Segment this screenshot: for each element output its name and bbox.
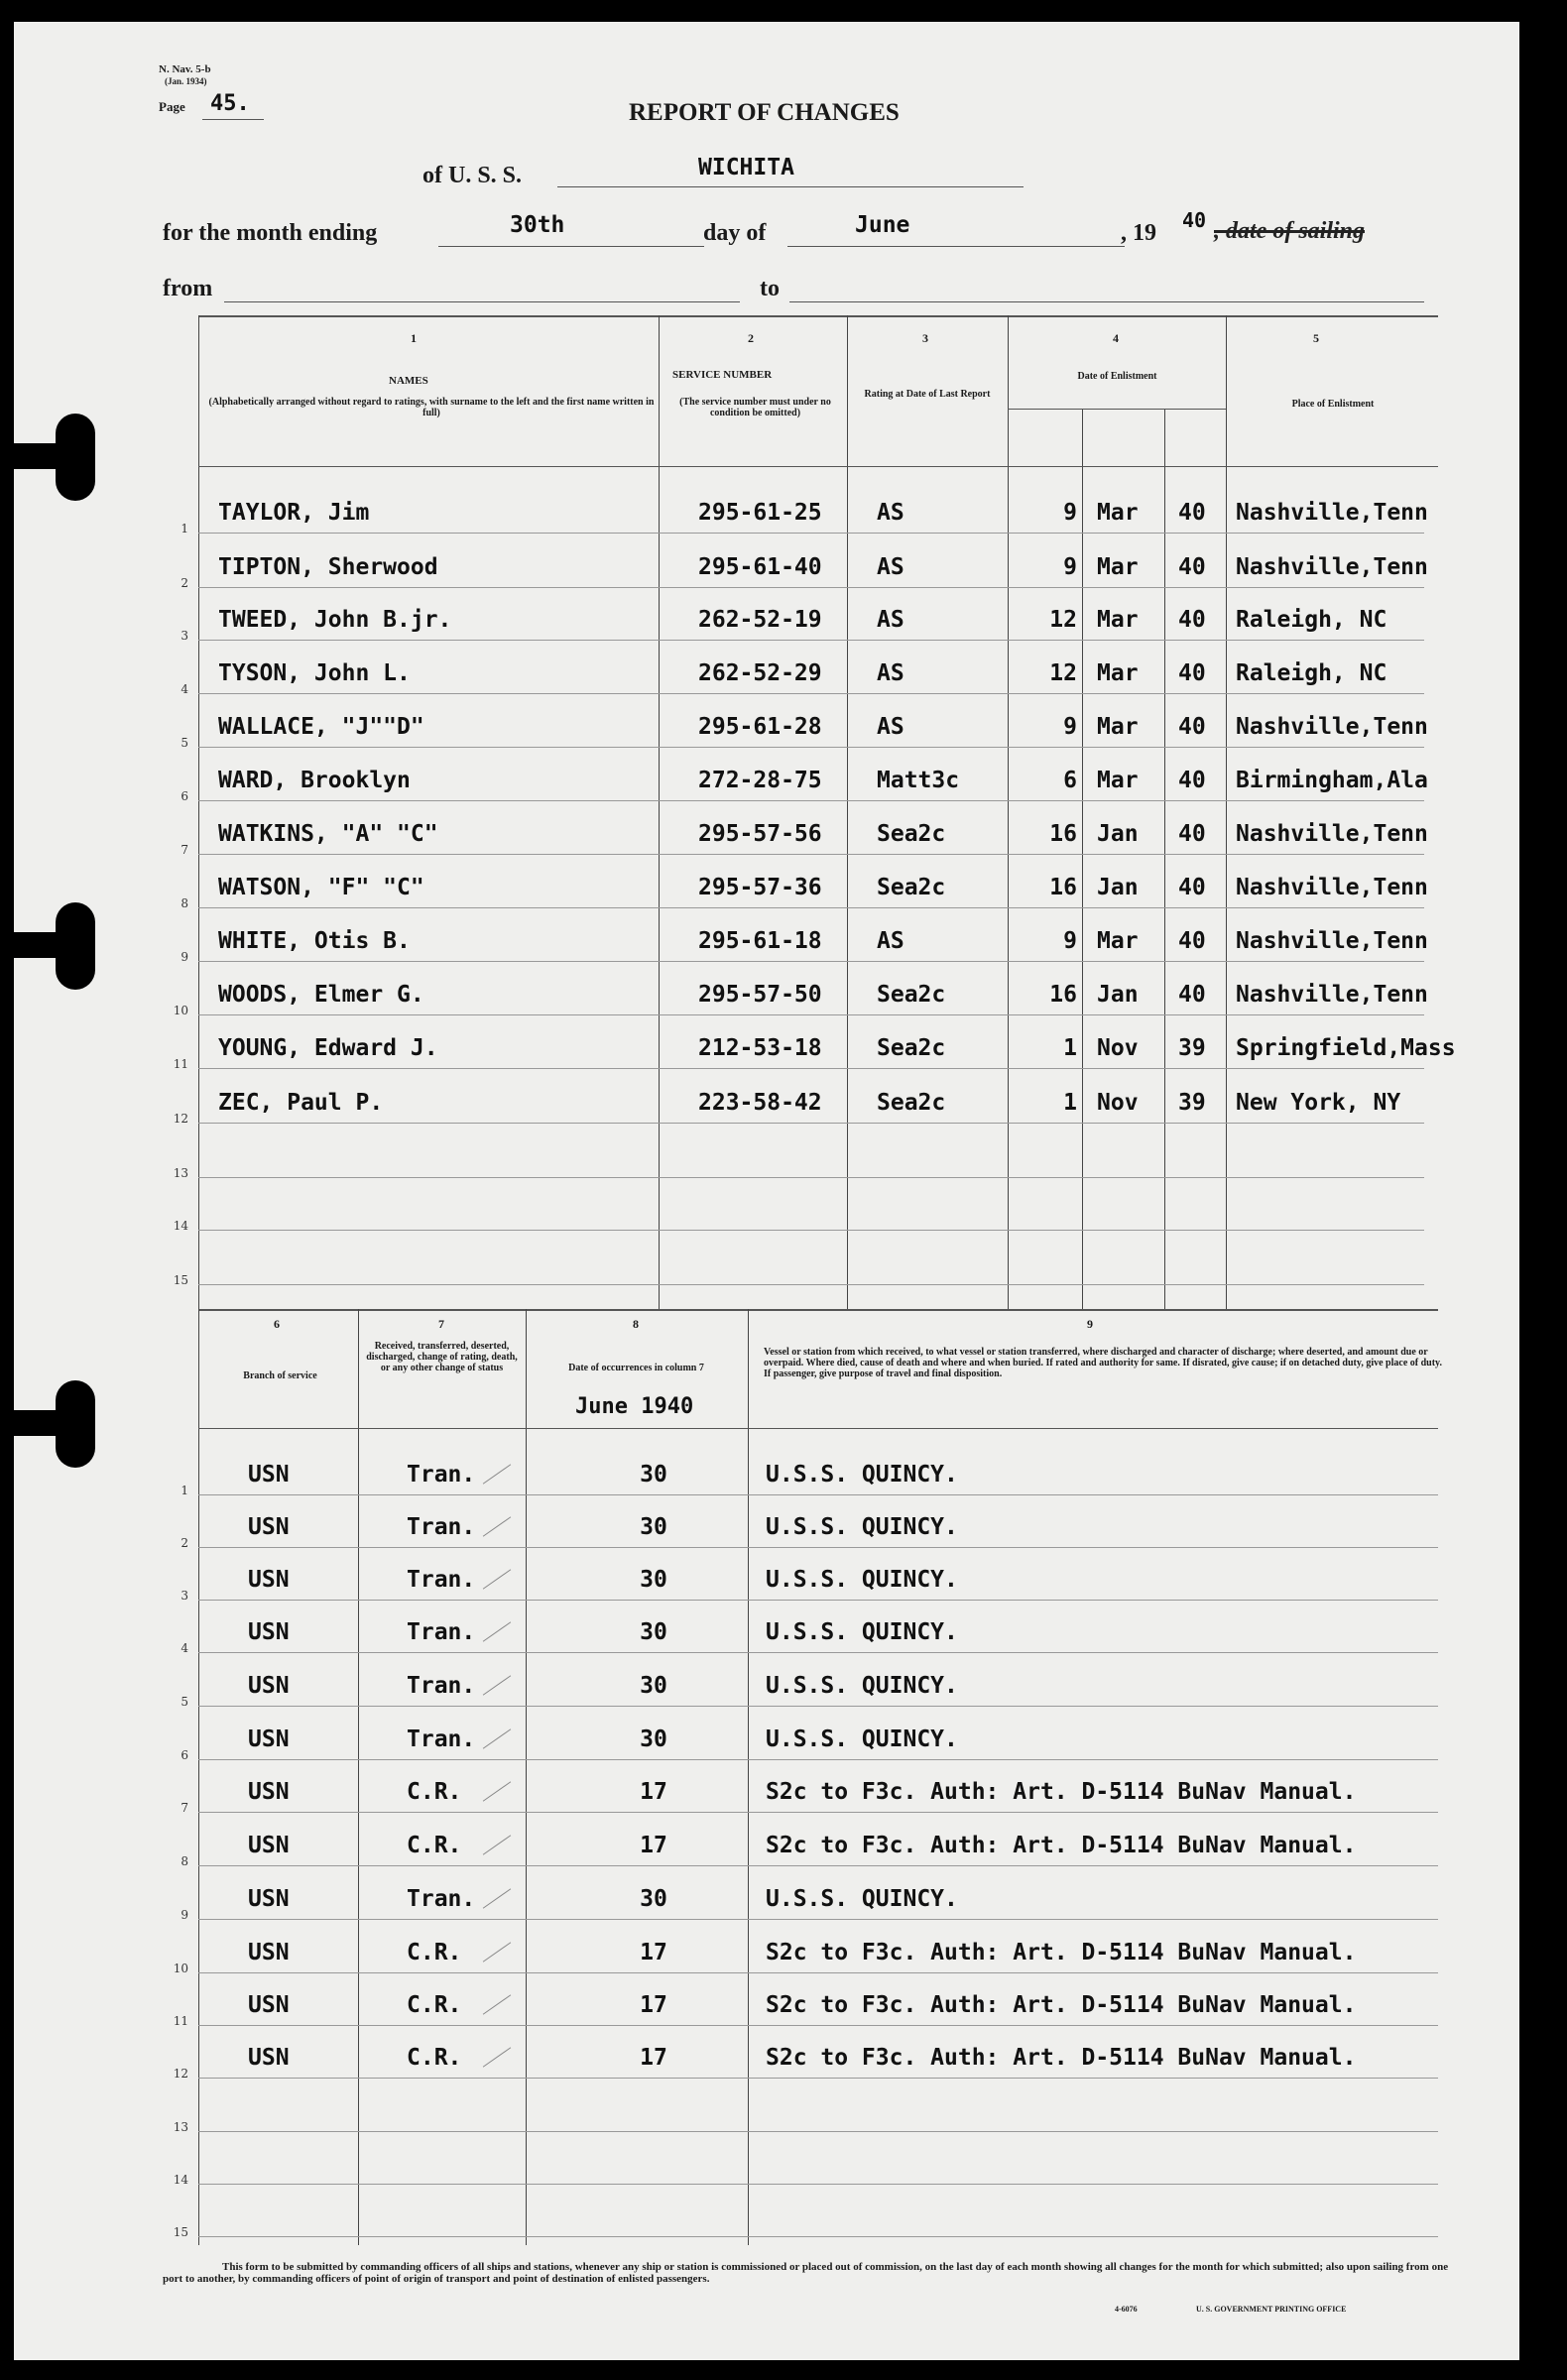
row-rule xyxy=(198,1972,1438,1973)
place-cell: Nashville,Tenn xyxy=(1236,821,1428,847)
occurrence-date-cell: 30 xyxy=(640,1462,667,1488)
row-number: 5 xyxy=(181,1695,188,1709)
name-cell: TYSON, John L. xyxy=(218,660,411,686)
name-cell: WATKINS, "A" "C" xyxy=(218,821,438,847)
check-mark xyxy=(483,1888,511,1908)
col2-note: (The service number must under no condition be omitted) xyxy=(679,397,831,418)
col3-number: 3 xyxy=(922,331,928,345)
branch-cell: USN xyxy=(248,1779,290,1805)
occurrence-date-cell: 17 xyxy=(640,1833,667,1858)
row-rule xyxy=(198,1600,1438,1601)
service-number-cell: 295-57-56 xyxy=(698,821,822,847)
service-number-cell: 262-52-19 xyxy=(698,607,822,633)
struck-date-of-sailing: , date of sailing xyxy=(1214,218,1366,244)
check-mark xyxy=(483,1621,511,1641)
rating-cell: AS xyxy=(877,500,904,526)
footer-note: This form to be submitted by commanding officers of all ships and stations, whenever any ship or station is commissioned or placed out of commission, on the last day of each month showing all changes for the month for which submitted; also upon sailing from one port to another, by commanding officers of point of origin of transport and point of destination of enlisted passengers. xyxy=(163,2261,1449,2285)
occurrence-date-cell: 30 xyxy=(640,1567,667,1593)
row-rule xyxy=(198,747,1424,748)
occurrence-date-cell: 17 xyxy=(640,1940,667,1965)
binder-hole xyxy=(14,414,83,503)
check-mark xyxy=(483,1781,511,1801)
row-rule xyxy=(198,1230,1424,1231)
row-rule xyxy=(198,2078,1438,2079)
row-rule xyxy=(198,587,1424,588)
enlist-day-cell: 9 xyxy=(1063,500,1077,526)
check-mark xyxy=(483,1464,511,1484)
row-rule xyxy=(198,1812,1438,1813)
col7-title: Received, transferred, deserted, discharged, change of rating, death, or any other change of status xyxy=(366,1341,518,1373)
place-cell: Springfield,Mass xyxy=(1236,1035,1456,1061)
enlist-month-cell: Mar xyxy=(1097,714,1139,740)
enlist-year-cell: 39 xyxy=(1178,1035,1206,1061)
name-cell: TAYLOR, Jim xyxy=(218,500,370,526)
change-cell: C.R. xyxy=(407,2045,462,2071)
name-cell: YOUNG, Edward J. xyxy=(218,1035,438,1061)
row-number: 14 xyxy=(173,1219,188,1233)
occurrence-date-cell: 30 xyxy=(640,1673,667,1699)
check-mark xyxy=(483,2047,511,2067)
detail-cell: S2c to F3c. Auth: Art. D-5114 BuNav Manual. xyxy=(766,1992,1357,2018)
row-number: 11 xyxy=(173,2014,188,2028)
row-number: 1 xyxy=(181,1484,188,1497)
enlist-month-cell: Mar xyxy=(1097,928,1139,954)
check-mark xyxy=(483,1516,511,1536)
enlist-day-cell: 12 xyxy=(1049,660,1077,686)
col-divider xyxy=(1008,315,1009,1309)
name-cell: ZEC, Paul P. xyxy=(218,1090,384,1116)
rating-cell: Sea2c xyxy=(877,821,946,847)
row-number: 13 xyxy=(173,2120,188,2134)
check-mark xyxy=(483,1569,511,1589)
month-label: for the month ending xyxy=(163,220,378,246)
enlist-month-cell: Mar xyxy=(1097,607,1139,633)
rating-cell: Sea2c xyxy=(877,982,946,1008)
to-label: to xyxy=(760,276,780,301)
row-number: 3 xyxy=(181,1589,188,1603)
from-label: from xyxy=(163,276,213,301)
col4-number: 4 xyxy=(1113,331,1119,345)
page-label: Page xyxy=(159,99,185,114)
lower-header-bottom-rule xyxy=(198,1428,1438,1429)
row-rule xyxy=(198,2184,1438,2185)
change-cell: Tran. xyxy=(407,1619,476,1645)
row-rule xyxy=(198,693,1424,694)
from-rule xyxy=(224,301,740,302)
row-number: 9 xyxy=(181,1908,188,1922)
row-rule xyxy=(198,1494,1438,1495)
row-rule xyxy=(198,1547,1438,1548)
change-cell: C.R. xyxy=(407,1779,462,1805)
rating-cell: Sea2c xyxy=(877,1090,946,1116)
name-cell: WALLACE, "J""D" xyxy=(218,714,424,740)
place-cell: Nashville,Tenn xyxy=(1236,928,1428,954)
change-cell: C.R. xyxy=(407,1992,462,2018)
row-rule xyxy=(198,1014,1424,1015)
detail-cell: U.S.S. QUINCY. xyxy=(766,1673,958,1699)
row-rule xyxy=(198,854,1424,855)
rating-cell: Sea2c xyxy=(877,875,946,900)
col5-title: Place of Enlistment xyxy=(1291,399,1375,410)
col-divider xyxy=(1226,315,1227,1309)
enlist-month-cell: Jan xyxy=(1097,875,1139,900)
rating-cell: AS xyxy=(877,554,904,580)
place-cell: Birmingham,Ala xyxy=(1236,768,1428,793)
rating-cell: AS xyxy=(877,714,904,740)
branch-cell: USN xyxy=(248,2045,290,2071)
row-number: 7 xyxy=(181,1801,188,1815)
check-mark xyxy=(483,1675,511,1695)
row-rule xyxy=(198,533,1424,534)
ship-name: WICHITA xyxy=(698,155,794,180)
row-rule xyxy=(198,1706,1438,1707)
row-number: 8 xyxy=(181,1854,188,1868)
branch-cell: USN xyxy=(248,1619,290,1645)
name-cell: WARD, Brooklyn xyxy=(218,768,411,793)
enlist-month-cell: Jan xyxy=(1097,982,1139,1008)
binder-hole xyxy=(14,1380,83,1470)
print-code: 4-6076 xyxy=(1115,2305,1138,2314)
enlist-month-cell: Mar xyxy=(1097,660,1139,686)
row-number: 12 xyxy=(173,2067,188,2081)
col6-title: Branch of service xyxy=(243,1370,317,1381)
place-cell: New York, NY xyxy=(1236,1090,1401,1116)
col3-title: Rating at Date of Last Report xyxy=(864,389,991,400)
enlist-month-cell: Nov xyxy=(1097,1035,1139,1061)
row-rule xyxy=(198,1865,1438,1866)
row-rule xyxy=(198,2131,1438,2132)
change-cell: Tran. xyxy=(407,1673,476,1699)
enlist-day-cell: 9 xyxy=(1063,928,1077,954)
enlist-day-cell: 16 xyxy=(1049,821,1077,847)
place-cell: Nashville,Tenn xyxy=(1236,982,1428,1008)
detail-cell: U.S.S. QUINCY. xyxy=(766,1726,958,1752)
row-number: 4 xyxy=(181,682,188,696)
branch-cell: USN xyxy=(248,1886,290,1912)
occurrence-date-cell: 30 xyxy=(640,1514,667,1540)
detail-cell: S2c to F3c. Auth: Art. D-5114 BuNav Manual. xyxy=(766,2045,1357,2071)
form-sheet xyxy=(14,22,1519,2360)
enlist-year-cell: 40 xyxy=(1178,875,1206,900)
rating-cell: Sea2c xyxy=(877,1035,946,1061)
occurrence-date-cell: 17 xyxy=(640,2045,667,2071)
row-rule xyxy=(198,1652,1438,1653)
table-left-rule xyxy=(198,315,199,1309)
rating-cell: Matt3c xyxy=(877,768,960,793)
name-cell: WHITE, Otis B. xyxy=(218,928,411,954)
row-number: 2 xyxy=(181,576,188,590)
occurrence-date-cell: 30 xyxy=(640,1886,667,1912)
change-cell: C.R. xyxy=(407,1833,462,1858)
enlist-year-cell: 39 xyxy=(1178,1090,1206,1116)
col8-number: 8 xyxy=(633,1317,639,1331)
page-rule xyxy=(202,119,264,120)
col-divider xyxy=(847,315,848,1309)
form-id: N. Nav. 5-b xyxy=(159,63,211,75)
branch-cell: USN xyxy=(248,1462,290,1488)
table-left-rule xyxy=(198,1309,199,2245)
row-rule xyxy=(198,640,1424,641)
day-rule xyxy=(438,246,704,247)
row-rule xyxy=(198,1177,1424,1178)
year-value: 40 xyxy=(1182,208,1207,232)
enlist-year-cell: 40 xyxy=(1178,714,1206,740)
service-number-cell: 212-53-18 xyxy=(698,1035,822,1061)
row-rule xyxy=(198,2236,1438,2237)
row-number: 4 xyxy=(181,1641,188,1655)
row-rule xyxy=(198,1759,1438,1760)
detail-cell: U.S.S. QUINCY. xyxy=(766,1886,958,1912)
enlist-day-cell: 12 xyxy=(1049,607,1077,633)
occurrence-date-cell: 30 xyxy=(640,1619,667,1645)
enlist-day-cell: 1 xyxy=(1063,1090,1077,1116)
enlist-month-cell: Jan xyxy=(1097,821,1139,847)
change-cell: Tran. xyxy=(407,1567,476,1593)
lower-table-top-rule xyxy=(198,1309,1438,1311)
row-rule xyxy=(198,800,1424,801)
name-cell: TWEED, John B.jr. xyxy=(218,607,452,633)
branch-cell: USN xyxy=(248,1726,290,1752)
branch-cell: USN xyxy=(248,1940,290,1965)
row-number: 6 xyxy=(181,1748,188,1762)
row-number: 10 xyxy=(173,1962,188,1975)
date-subheader-rule xyxy=(1008,409,1226,410)
row-number: 15 xyxy=(173,1273,188,1287)
service-number-cell: 262-52-29 xyxy=(698,660,822,686)
service-number-cell: 295-61-40 xyxy=(698,554,822,580)
name-cell: WATSON, "F" "C" xyxy=(218,875,424,900)
enlist-month-cell: Mar xyxy=(1097,768,1139,793)
day-value: 30th xyxy=(510,212,565,238)
col2-title: SERVICE NUMBER xyxy=(672,369,773,381)
page-title: REPORT OF CHANGES xyxy=(629,99,900,126)
service-number-cell: 223-58-42 xyxy=(698,1090,822,1116)
rating-cell: AS xyxy=(877,607,904,633)
branch-cell: USN xyxy=(248,1673,290,1699)
detail-cell: S2c to F3c. Auth: Art. D-5114 BuNav Manual. xyxy=(766,1833,1357,1858)
enlist-day-cell: 9 xyxy=(1063,554,1077,580)
enlist-month-cell: Nov xyxy=(1097,1090,1139,1116)
month-value: June xyxy=(855,212,910,238)
row-number: 12 xyxy=(173,1112,188,1126)
enlist-day-cell: 16 xyxy=(1049,982,1077,1008)
detail-cell: S2c to F3c. Auth: Art. D-5114 BuNav Manual. xyxy=(766,1779,1357,1805)
col6-number: 6 xyxy=(274,1317,280,1331)
change-cell: Tran. xyxy=(407,1514,476,1540)
change-cell: Tran. xyxy=(407,1886,476,1912)
printer-imprint: U. S. GOVERNMENT PRINTING OFFICE xyxy=(1196,2305,1347,2314)
row-number: 3 xyxy=(181,629,188,643)
change-cell: Tran. xyxy=(407,1726,476,1752)
place-cell: Nashville,Tenn xyxy=(1236,875,1428,900)
branch-cell: USN xyxy=(248,1833,290,1858)
detail-cell: U.S.S. QUINCY. xyxy=(766,1514,958,1540)
place-cell: Nashville,Tenn xyxy=(1236,500,1428,526)
rating-cell: AS xyxy=(877,928,904,954)
place-cell: Nashville,Tenn xyxy=(1236,554,1428,580)
col-divider xyxy=(1164,409,1165,1309)
enlist-day-cell: 1 xyxy=(1063,1035,1077,1061)
enlist-year-cell: 40 xyxy=(1178,928,1206,954)
enlist-year-cell: 40 xyxy=(1178,660,1206,686)
row-number: 15 xyxy=(173,2225,188,2239)
check-mark xyxy=(483,1994,511,2014)
place-cell: Nashville,Tenn xyxy=(1236,714,1428,740)
row-number: 8 xyxy=(181,896,188,910)
day-of-label: day of xyxy=(703,220,767,246)
table-top-rule xyxy=(198,315,1438,317)
service-number-cell: 272-28-75 xyxy=(698,768,822,793)
year-prefix: , 19 xyxy=(1121,220,1156,246)
change-cell: C.R. xyxy=(407,1940,462,1965)
branch-cell: USN xyxy=(248,1992,290,2018)
row-number: 9 xyxy=(181,950,188,964)
col-divider xyxy=(526,1309,527,2245)
check-mark xyxy=(483,1728,511,1748)
row-number: 11 xyxy=(173,1057,188,1071)
service-number-cell: 295-61-28 xyxy=(698,714,822,740)
binder-hole xyxy=(14,902,83,992)
enlist-month-cell: Mar xyxy=(1097,500,1139,526)
enlist-year-cell: 40 xyxy=(1178,821,1206,847)
row-number: 2 xyxy=(181,1536,188,1550)
row-rule xyxy=(198,1919,1438,1920)
col2-number: 2 xyxy=(748,331,754,345)
col8-month: June 1940 xyxy=(575,1394,694,1419)
page-number: 45. xyxy=(210,91,250,116)
check-mark xyxy=(483,1835,511,1854)
row-rule xyxy=(198,1068,1424,1069)
check-mark xyxy=(483,1942,511,1962)
col1-number: 1 xyxy=(411,331,417,345)
col8-title: Date of occurrences in column 7 xyxy=(568,1363,704,1373)
service-number-cell: 295-57-50 xyxy=(698,982,822,1008)
to-rule xyxy=(789,301,1424,302)
row-number: 7 xyxy=(181,843,188,857)
enlist-year-cell: 40 xyxy=(1178,554,1206,580)
row-number: 10 xyxy=(173,1004,188,1017)
month-rule xyxy=(787,246,1125,247)
col9-title: Vessel or station from which received, to what vessel or station transferred, where discharged and character of discharge; where deserted, and amount due or overpaid. Where died, cause of death and where and when buried. If rated and authority for same. If disrated, give cause; if on detached duty, give place of duty. If passenger, give purpose of travel and final disposition. xyxy=(764,1347,1442,1379)
row-rule xyxy=(198,1123,1424,1124)
occurrence-date-cell: 17 xyxy=(640,1779,667,1805)
branch-cell: USN xyxy=(248,1567,290,1593)
enlist-day-cell: 16 xyxy=(1049,875,1077,900)
service-number-cell: 295-61-18 xyxy=(698,928,822,954)
row-number: 14 xyxy=(173,2173,188,2187)
detail-cell: U.S.S. QUINCY. xyxy=(766,1462,958,1488)
place-cell: Raleigh, NC xyxy=(1236,607,1387,633)
row-rule xyxy=(198,907,1424,908)
row-number: 6 xyxy=(181,789,188,803)
of-uss-label: of U. S. S. xyxy=(422,163,523,188)
rating-cell: AS xyxy=(877,660,904,686)
row-rule xyxy=(198,1284,1424,1285)
col4-title: Date of Enlistment xyxy=(1077,371,1157,382)
col9-number: 9 xyxy=(1087,1317,1093,1331)
name-cell: WOODS, Elmer G. xyxy=(218,982,424,1008)
col7-number: 7 xyxy=(438,1317,444,1331)
form-date: (Jan. 1934) xyxy=(165,76,207,86)
enlist-year-cell: 40 xyxy=(1178,768,1206,793)
occurrence-date-cell: 30 xyxy=(640,1726,667,1752)
col-divider xyxy=(748,1309,749,2245)
enlist-day-cell: 6 xyxy=(1063,768,1077,793)
col-divider xyxy=(1082,409,1083,1309)
row-number: 13 xyxy=(173,1166,188,1180)
occurrence-date-cell: 17 xyxy=(640,1992,667,2018)
branch-cell: USN xyxy=(248,1514,290,1540)
name-cell: TIPTON, Sherwood xyxy=(218,554,438,580)
enlist-year-cell: 40 xyxy=(1178,982,1206,1008)
place-cell: Raleigh, NC xyxy=(1236,660,1387,686)
row-rule xyxy=(198,961,1424,962)
enlist-year-cell: 40 xyxy=(1178,607,1206,633)
detail-cell: U.S.S. QUINCY. xyxy=(766,1567,958,1593)
service-number-cell: 295-61-25 xyxy=(698,500,822,526)
col1-note: (Alphabetically arranged without regard to ratings, with surname to the left and the first name written in full) xyxy=(208,397,655,418)
detail-cell: U.S.S. QUINCY. xyxy=(766,1619,958,1645)
detail-cell: S2c to F3c. Auth: Art. D-5114 BuNav Manual. xyxy=(766,1940,1357,1965)
ship-rule xyxy=(557,186,1024,187)
row-number: 5 xyxy=(181,736,188,750)
col-divider xyxy=(659,315,660,1309)
row-number: 1 xyxy=(181,522,188,536)
col5-number: 5 xyxy=(1313,331,1319,345)
enlist-year-cell: 40 xyxy=(1178,500,1206,526)
enlist-month-cell: Mar xyxy=(1097,554,1139,580)
header-bottom-rule xyxy=(198,466,1438,467)
col-divider xyxy=(358,1309,359,2245)
service-number-cell: 295-57-36 xyxy=(698,875,822,900)
change-cell: Tran. xyxy=(407,1462,476,1488)
row-rule xyxy=(198,2025,1438,2026)
enlist-day-cell: 9 xyxy=(1063,714,1077,740)
col1-title: NAMES xyxy=(389,375,428,387)
